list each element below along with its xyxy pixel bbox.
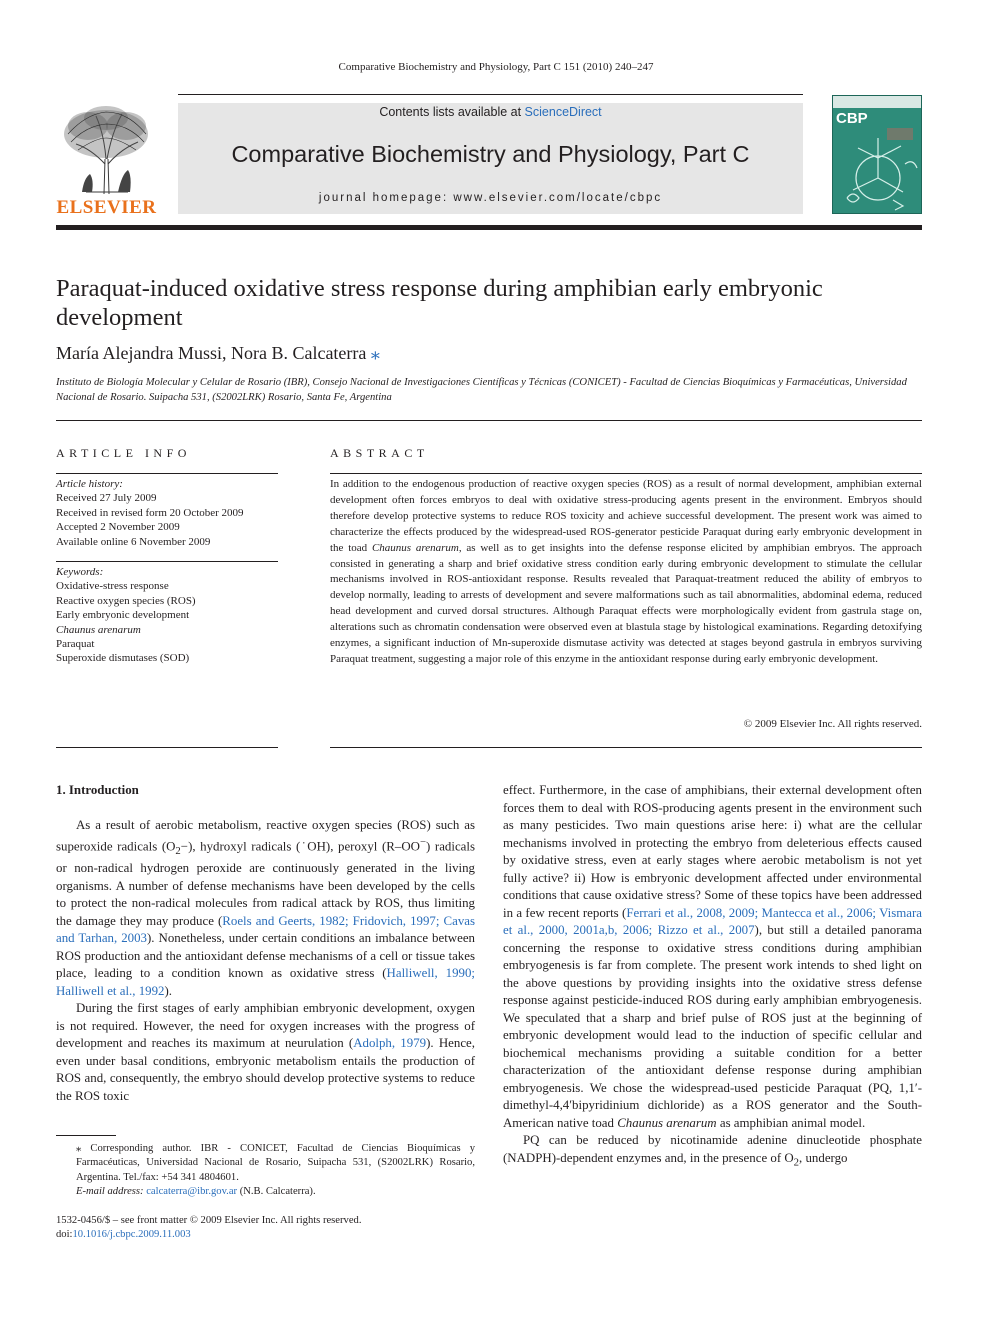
elsevier-wordmark: ELSEVIER <box>56 197 157 218</box>
keyword: Superoxide dismutases (SOD) <box>56 652 190 665</box>
citation-link[interactable]: Halliwell, 1990; Halliwell et al., 1992 <box>56 966 475 998</box>
sciencedirect-link[interactable]: ScienceDirect <box>524 105 602 119</box>
section-heading: 1. Introduction <box>56 783 139 797</box>
subscript: 2 <box>793 1156 800 1169</box>
paragraph <box>56 817 475 1001</box>
authors: María Alejandra Mussi, Nora B. Calcaterra <box>56 343 367 363</box>
keyword: Reactive oxygen species (ROS) <box>56 594 196 607</box>
cover-band <box>833 96 921 108</box>
keywords-rule <box>56 561 278 562</box>
article-info-rule <box>56 473 278 474</box>
text: PQ can be reduced by nicotinamide adenine dinucleotide phosphate (NADPH)-dependent enzymes and, in the presence of O <box>503 1133 922 1165</box>
keywords <box>56 565 278 666</box>
text: ). Hence, even under basal conditions, embryonic metabolism entails the production of ROS and, consequently, the embryo should develop protective systems to reduce the ROS toxic <box>56 1036 475 1103</box>
text: ) radicals or non-radical hydrogen peroxide are continuously generated in the living organisms. A number of defense mechanisms have been developed by the cells to protect the non-radical molecules from radical attack by ROS, thus limiting the damage they may produce ( <box>56 839 475 928</box>
contents-line <box>178 105 803 119</box>
article-title: Paraquat-induced oxidative stress response during amphibian early embryonic development <box>56 275 823 331</box>
issn-line: 1532-0456/$ – see front matter © 2009 Elsevier Inc. All rights reserved. <box>56 1215 362 1226</box>
masthead-top-rule <box>178 94 803 95</box>
contents-prefix: Contents lists available at <box>379 105 525 119</box>
text: During the first stages of early amphibian embryonic development, oxygen is not required. However, the need for oxygen increases with the progress of development and reaches its maximum at neurulation ( <box>56 1001 475 1051</box>
doi-link[interactable]: 10.1016/j.cbpc.2009.11.003 <box>72 1229 191 1241</box>
elsevier-logo[interactable] <box>56 104 157 216</box>
footnote-body <box>56 1142 475 1185</box>
text: −), hydroxyl radicals (˙OH), peroxyl (R–OO <box>180 839 420 854</box>
author-affiliation: Instituto de Biología Molecular y Celular de Rosario (IBR), Consejo Nacional de Investigaciones Científicas y Técnicas (CONICET) - Facultad de Ciencias Bioquímicas y Farmacéuticas, Universidad Nacional de Rosario. Suipacha 531, (S2002LRK) Rosario, Santa Fe, Argentina <box>56 377 907 403</box>
article-info-heading: ARTICLE INFO <box>56 446 191 460</box>
corresponding-author-mark[interactable]: ⁎ <box>370 343 380 363</box>
footnote-rule <box>56 1135 116 1136</box>
article-info-end-rule <box>56 747 278 748</box>
paragraph <box>56 1000 475 1105</box>
history-item: Accepted 2 November 2009 <box>56 521 180 534</box>
email-suffix: (N.B. Calcaterra). <box>237 1186 316 1198</box>
keyword: Oxidative-stress response <box>56 580 169 593</box>
email-link[interactable]: calcaterra@ibr.gov.ar <box>146 1186 238 1198</box>
article-history <box>56 477 278 549</box>
abstract-end-rule <box>330 747 922 748</box>
abstract-part: In addition to the endogenous production of reactive oxygen species (ROS) as a result of normal development, amphibian external development often forces embryos to deal with oxidative stress-producing agents present in the environment. Embryos should therefore develop protective systems to reduce ROS toxicity and achieve successful development. The present work was aimed to characterize the effects produced by the widespread-used ROS-generator pesticide Paraquat during early embryonic development in the toad <box>330 478 922 554</box>
doi-line <box>56 1228 361 1242</box>
affiliation-rule <box>56 420 922 421</box>
history-label: Article history: <box>56 478 123 490</box>
journal-cover-thumbnail[interactable] <box>832 95 922 214</box>
keyword: Paraquat <box>56 638 95 651</box>
journal-homepage[interactable]: journal homepage: www.elsevier.com/locate/cbpc <box>318 192 663 204</box>
email-line <box>56 1185 475 1199</box>
cover-illustration-icon <box>833 128 922 214</box>
history-item: Received in revised form 20 October 2009 <box>56 506 244 519</box>
text: ). <box>164 983 172 998</box>
journal-masthead <box>178 103 803 214</box>
journal-name: Comparative Biochemistry and Physiology, Part C <box>231 141 750 167</box>
citation-link[interactable]: Ferrari et al., 2008, 2009; Mantecca et al., 2006; Vismara et al., 2000, 2001a,b, 2006; Rizzo et al., 2007 <box>503 905 922 937</box>
text: as amphibian animal model. <box>716 1115 866 1130</box>
cover-title: CBP <box>836 110 868 127</box>
keywords-label: Keywords: <box>56 566 104 578</box>
doi-prefix: doi: <box>56 1229 73 1241</box>
history-item: Available online 6 November 2009 <box>56 535 211 548</box>
citation-link[interactable]: Adolph, 1979 <box>353 1036 427 1051</box>
abstract-part: , as well as to get insights into the defense response elicited by amphibian embryos. The approach consisted in generating a sharp and brief oxidative stress condition early during embryonic development to stimulate the cellular mechanisms involved in ROS-antioxidant response. Results revealed that Paraquat-treatment reduced the ability of embryos to develop normally, leading to arrests of development and severe malformations such as tail abnormalities, abdominal edema, reduced head development and curved dorsal structures. Although Paraquat effects were morphologically evident from gastrula stage on, alterations such as chromatin condensation were observed even at blastula stage by histological examinations. Regarding detoxifying enzymes, a significant induction of Mn-superoxide dismutase activity was detected at stages beyond gastrula in embryos surviving Paraquat treatment, suggesting a major role of this enzyme in the antioxidant response during early embryonic development. <box>330 541 922 665</box>
keyword: Chaunus arenarum <box>56 623 141 636</box>
abstract-heading: ABSTRACT <box>330 446 429 460</box>
paragraph <box>503 1132 922 1172</box>
corresponding-author-footnote <box>56 1142 475 1200</box>
text: As a result of aerobic metabolism, reactive oxygen species (ROS) such as superoxide radicals (O <box>56 817 475 854</box>
email-label: E-mail address: <box>76 1186 147 1198</box>
keyword: Early embryonic development <box>56 609 190 622</box>
running-head: Comparative Biochemistry and Physiology, Part C 151 (2010) 240–247 <box>338 61 654 73</box>
species-name: Chaunus arenarum <box>371 541 459 554</box>
body-column-left <box>56 782 475 1105</box>
paragraph <box>503 782 922 1132</box>
species-name: Chaunus arenarum <box>617 1115 717 1130</box>
text: , undergo <box>799 1150 848 1165</box>
superscript: − <box>419 836 427 848</box>
subscript: 2 <box>175 844 181 857</box>
footnote-mark: ⁎ <box>76 1143 82 1154</box>
text: ). Nonetheless, under certain conditions an imbalance between ROS production and the antioxidant defense mechanisms of a cell or tissue takes place, leading to a condition known as oxidative stress ( <box>56 931 475 981</box>
abstract-text <box>330 477 922 668</box>
footnote-text: Corresponding author. IBR - CONICET, Facultad de Ciencias Bioquímicas y Farmacéuticas, Universidad Nacional de Rosario, Suipacha 531, (S2002LRK) Rosario, Argentina. Tel./fax: +54 341 4804601. <box>76 1143 475 1183</box>
elsevier-tree-icon <box>56 104 157 196</box>
masthead-bottom-rule <box>56 225 922 230</box>
body-column-right <box>503 782 922 1172</box>
copyright-notice: © 2009 Elsevier Inc. All rights reserved. <box>743 718 922 730</box>
issn-block <box>56 1214 361 1243</box>
text: ), but still a detailed panorama concerning the response to oxidative stress conditions during amphibian embryogenesis is far from complete. The present work intends to shed light on the above questions by providing insights into the oxidative stress defense response against pesticide-induced ROS during early amphibian embryogenesis. We speculated that a sharp and brief pulse of ROS just at the beginning of embryonic development would lead to the induction of specific cellular and biochemical mechanisms providing a suitable condition for a better characterization of the antioxidant defense response during amphibian embryogenesis. We chose the widespread-used pesticide Paraquat (PQ, 1,1′-dimethyl-4,4′bipyridinium dichloride) as a ROS generator and the South-American native toad <box>503 923 922 1130</box>
text: effect. Furthermore, in the case of amphibians, their external development often forces them to deal with ROS-producing agents present in the environment such as many pesticides. Two main questions arise here: i) what are the cellular mechanisms involved in protecting the embryo from deleterious effects caused by oxidative stress, even at early stages where aerobic metabolism is not yet fully active? ii) How is embryonic development affected under environmental conditions that cause oxidative stress? Some of these topics have been addressed in a few recent reports ( <box>503 783 922 920</box>
author-list <box>56 343 380 364</box>
citation-link[interactable]: Roels and Geerts, 1982; Fridovich, 1997; Cavas and Tarhan, 2003 <box>56 913 475 946</box>
history-item: Received 27 July 2009 <box>56 492 157 505</box>
abstract-rule <box>330 473 922 474</box>
